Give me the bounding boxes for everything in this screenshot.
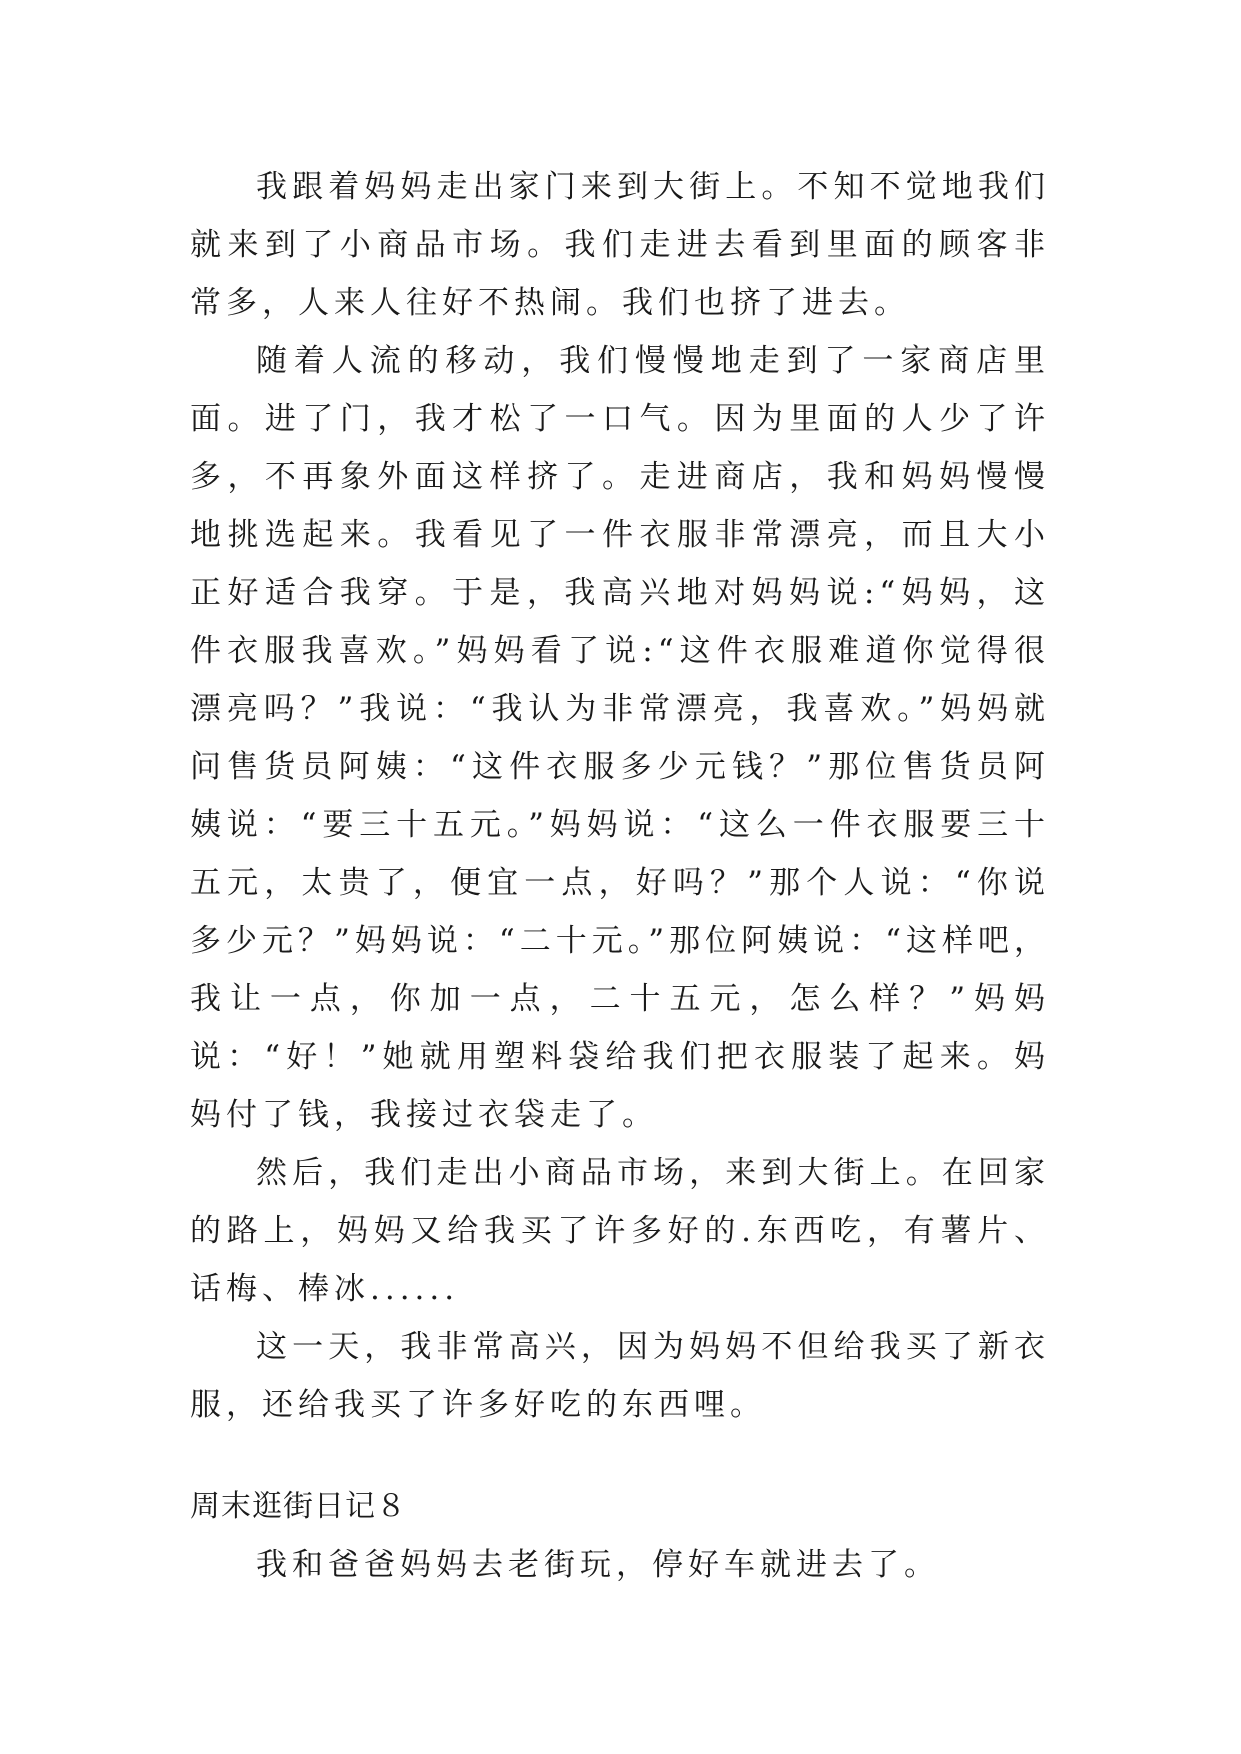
paragraph-5: 我和爸爸妈妈去老街玩，停好车就进去了。 [256,1547,940,1583]
paragraph-1: 我跟着妈妈走出家门来到大街上。不知不觉地我们就来到了小商品市场。我们走进去看到里面的顾客非常多，人来人往好不热闹。我们也挤了进去。 [190,169,1050,321]
section-heading: 周末逛街日记８ [190,1489,407,1524]
paragraph-3: 然后，我们走出小商品市场，来到大街上。在回家的路上，妈妈又给我买了许多好的.东西吃，有薯片、话梅、棒冰...... [190,1155,1050,1307]
paragraph-2: 随着人流的移动，我们慢慢地走到了一家商店里面。进了门，我才松了一口气。因为里面的人少了许多，不再象外面这样挤了。走进商店，我和妈妈慢慢地挑选起来。我看见了一件衣服非常漂亮，而且大小正好适合我穿。于是，我高兴地对妈妈说:“妈妈，这件衣服我喜欢。”妈妈看了说:“这件衣服难道你觉得很漂亮吗？”我说：“我认为非常漂亮，我喜欢。”妈妈就问售货员阿姨：“这件衣服多少元钱？”那位售货员阿姨说：“要三十五元。”妈妈说：“这么一件衣服要三十五元，太贵了，便宜一点，好吗？”那个人说：“你说多少元？”妈妈说：“二十元。”那位阿姨说：“这样吧，我让一点，你加一点，二十五元，怎么样？”妈妈说：“好！”她就用塑料袋给我们把衣服装了起来。妈妈付了钱，我接过衣袋走了。 [190,343,1050,1133]
document-body [190,158,1050,1594]
paragraph-4: 这一天，我非常高兴，因为妈妈不但给我买了新衣服，还给我买了许多好吃的东西哩。 [190,1329,1050,1423]
